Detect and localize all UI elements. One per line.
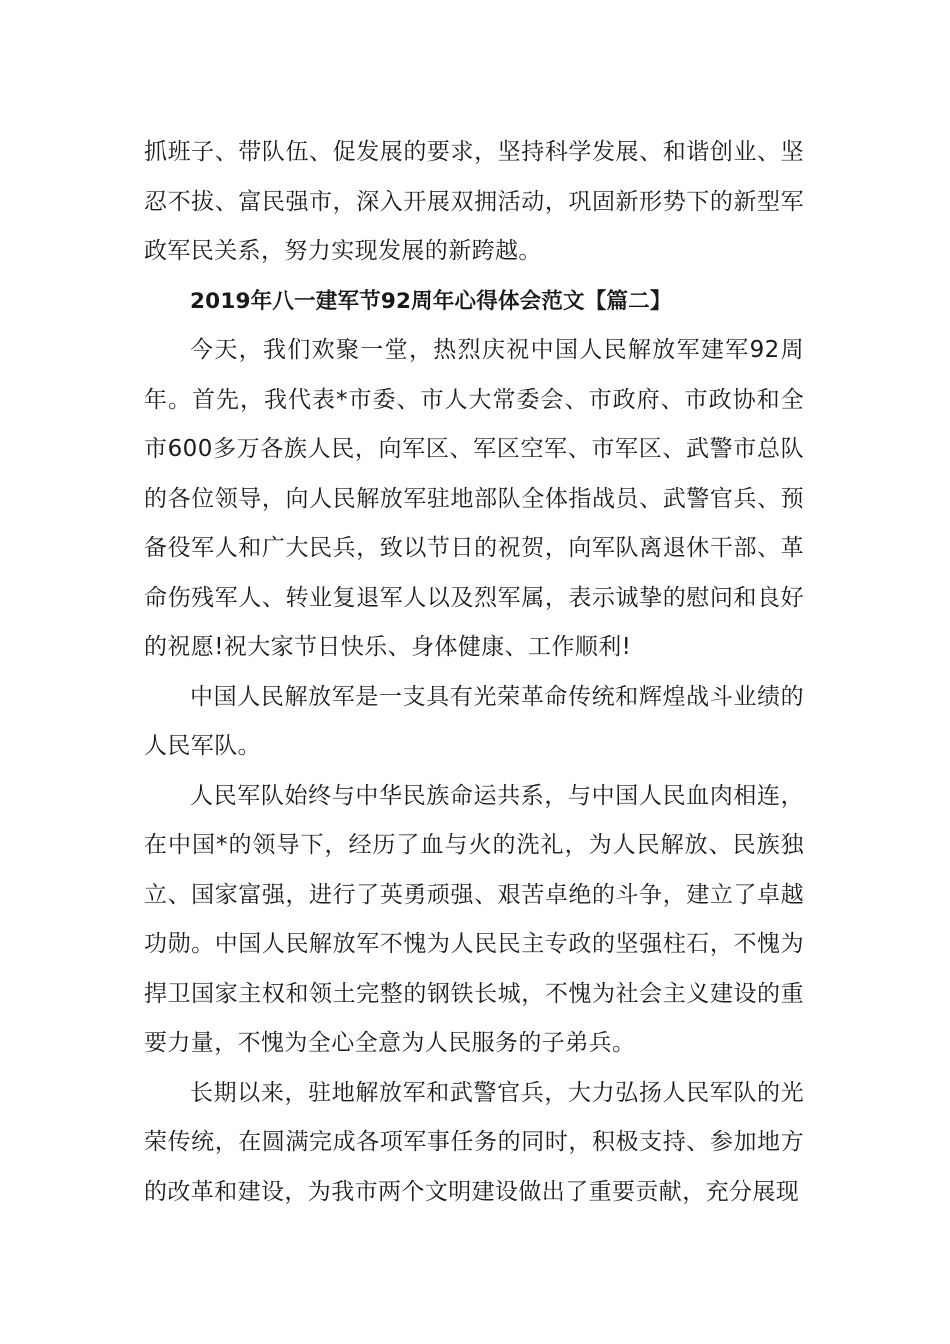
body-paragraph: 今天，我们欢聚一堂，热烈庆祝中国人民解放军建军92周年。首先，我代表*市委、市人大常委会、市政府、市政协和全市600多万各族人民，向军区、军区空军、市军区、武警市总队的各位领导，向人民解放军驻地部队全体指战员、武警官兵、预备役军人和广大民兵，致以节日的祝贺，向军队离退休干部、革命伤残军人、转业复退军人以及烈军属，表示诚挚的慰问和良好的祝愿!祝大家节日快乐、身体健康、工作顺利! bbox=[144, 337, 804, 660]
body-paragraph: 长期以来，驻地解放军和武警官兵，大力弘扬人民军队的光荣传统，在圆满完成各项军事任务的同时，积极支持、参加地方的改革和建设，为我市两个文明建设做出了重要贡献，充分展现 bbox=[144, 1079, 804, 1205]
document-body bbox=[144, 128, 804, 1217]
section-heading: 2019年八一建军节92周年心得体会范文【篇二】 bbox=[190, 288, 672, 314]
body-paragraph: 人民军队始终与中华民族命运共系，与中国人民血肉相连，在中国*的领导下，经历了血与火的洗礼，为人民解放、民族独立、国家富强，进行了英勇顽强、艰苦卓绝的斗争，建立了卓越功勋。中国人民解放军不愧为人民民主专政的坚强柱石，不愧为捍卫国家主权和领土完整的钢铁长城，不愧为社会主义建设的重要力量，不愧为全心全意为人民服务的子弟兵。 bbox=[144, 782, 804, 1056]
continued-paragraph: 抓班子、带队伍、促发展的要求，坚持科学发展、和谐创业、坚忍不拔、富民强市，深入开展双拥活动，巩固新形势下的新型军政军民关系，努力实现发展的新跨越。 bbox=[144, 139, 804, 264]
body-paragraph: 中国人民解放军是一支具有光荣革命传统和辉煌战斗业绩的人民军队。 bbox=[144, 683, 804, 759]
